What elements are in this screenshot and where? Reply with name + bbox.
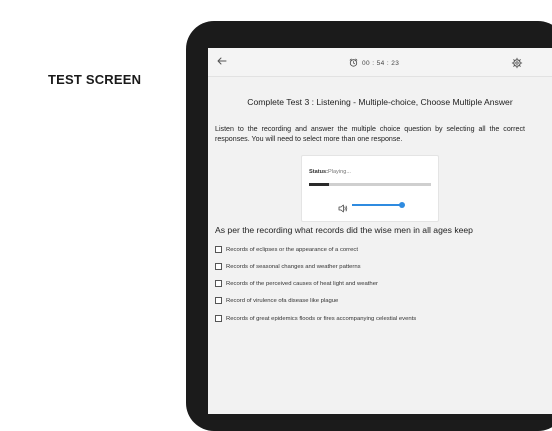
- answer-option[interactable]: [215, 315, 416, 322]
- status-label: Status:: [309, 169, 328, 175]
- answer-option[interactable]: [215, 246, 358, 253]
- answer-option[interactable]: [215, 297, 338, 304]
- answer-option-label: Records of great epidemics floods or fires accompanying celestial events: [226, 315, 417, 322]
- audio-player: [301, 155, 439, 222]
- audio-progress-bar: [309, 183, 431, 186]
- alarm-clock-icon: [349, 54, 358, 72]
- answer-option-label: Records of seasonal changes and weather patterns: [226, 263, 361, 270]
- answer-checkbox[interactable]: [215, 246, 222, 253]
- audio-progress-fill: [309, 183, 329, 186]
- answer-option-label: Records of eclipses or the appearance of a correct: [226, 246, 358, 253]
- status-value: Playing...: [327, 169, 351, 175]
- screen-caption: TEST SCREEN: [48, 72, 142, 87]
- answer-checkbox[interactable]: [215, 297, 222, 304]
- question-text: As per the recording what records did the wise men in all ages keep: [215, 225, 473, 235]
- top-bar: [208, 48, 552, 77]
- app-screen: [208, 48, 552, 414]
- answer-option-label: Records of the perceived causes of heat light and weather: [226, 280, 378, 287]
- timer: [349, 56, 399, 70]
- back-arrow-icon[interactable]: [215, 54, 229, 68]
- timer-text: 00 : 54 : 23: [362, 59, 400, 67]
- answer-checkbox[interactable]: [215, 280, 222, 287]
- answer-checkbox[interactable]: [215, 263, 222, 270]
- test-title: Complete Test 3 : Listening - Multiple-choice, Choose Multiple Answer: [247, 97, 513, 107]
- speaker-icon[interactable]: [338, 200, 348, 209]
- player-status: [309, 169, 351, 175]
- answer-option-label: Record of virulence ofa disease like plague: [226, 297, 339, 304]
- volume-slider-track[interactable]: [352, 204, 402, 206]
- settings-icon[interactable]: [511, 56, 523, 68]
- answer-option[interactable]: [215, 263, 361, 270]
- test-instructions: Listen to the recording and answer the multiple choice question by selecting all the correct responses. You will need to select more than one response.: [215, 125, 525, 144]
- volume-slider-handle[interactable]: [399, 202, 405, 208]
- answer-checkbox[interactable]: [215, 315, 222, 322]
- answer-option[interactable]: [215, 280, 378, 287]
